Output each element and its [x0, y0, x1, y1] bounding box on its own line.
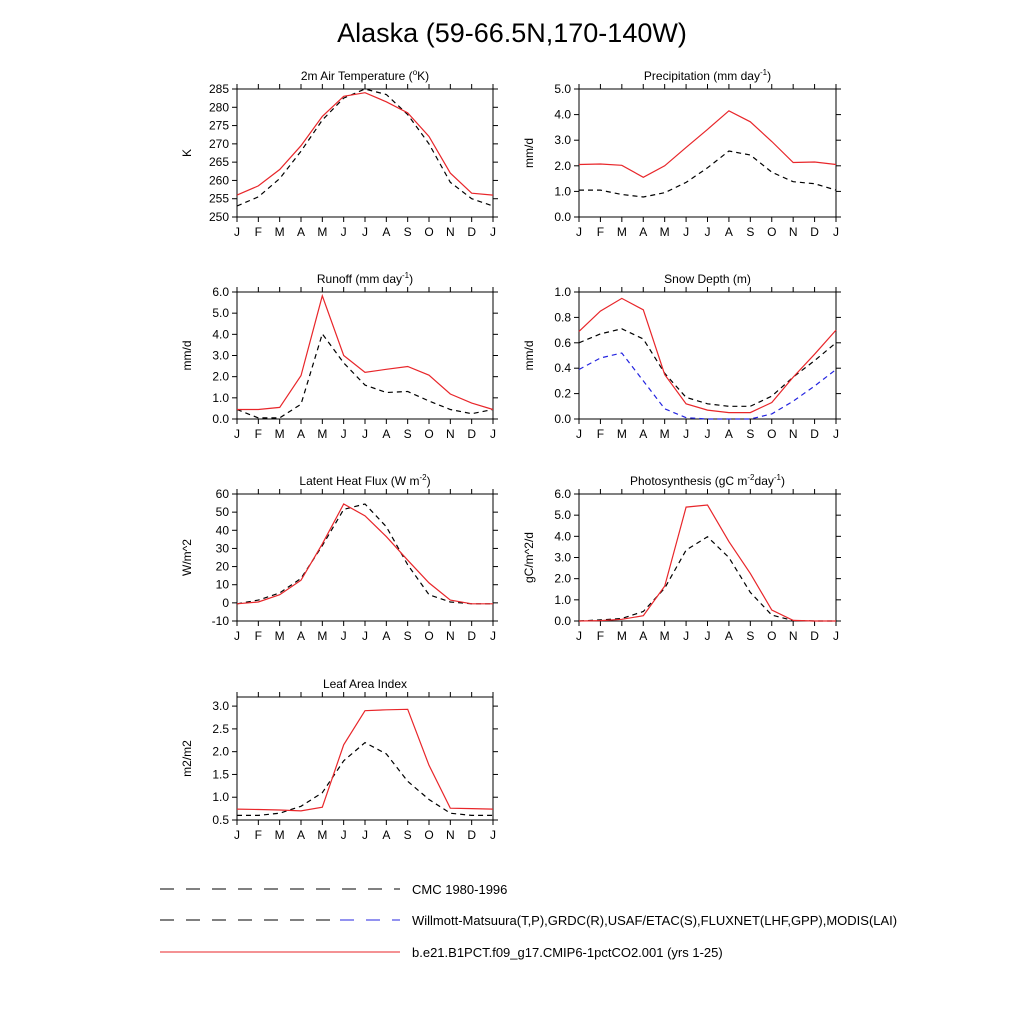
x-tick-label: J — [340, 828, 347, 842]
series-line-obs2 — [579, 353, 836, 419]
plot-frame — [579, 89, 836, 217]
x-tick-label: J — [340, 629, 347, 643]
plot-title-part: -1 — [773, 473, 781, 482]
x-tick-label: D — [467, 629, 477, 643]
plot-frame — [579, 292, 836, 419]
x-tick-label: A — [296, 427, 306, 441]
x-tick-label: J — [340, 225, 347, 239]
y-tick-label: 50 — [215, 505, 229, 520]
plot-title — [299, 473, 430, 488]
plot-title-part: o — [412, 68, 418, 77]
x-tick-label: J — [340, 427, 347, 441]
x-tick-label: D — [810, 225, 819, 239]
panel-1 — [180, 68, 498, 239]
x-tick-label: O — [424, 828, 434, 842]
x-tick-label: F — [254, 225, 263, 239]
plot-title-part: Runoff (mm day — [316, 272, 403, 286]
x-tick-label: A — [296, 629, 306, 643]
x-tick-label: S — [403, 427, 412, 441]
y-tick-label: 10 — [215, 577, 229, 592]
x-tick-label: A — [724, 427, 733, 441]
y-tick-label: 1.5 — [212, 767, 229, 782]
y-tick-label: 2.0 — [212, 369, 229, 384]
y-axis-label: mm/d — [180, 340, 194, 371]
y-tick-label: 5.0 — [554, 508, 571, 523]
series-line-obs — [579, 329, 836, 407]
x-tick-label: D — [467, 225, 477, 239]
y-tick-label: 4.0 — [554, 529, 571, 544]
x-tick-label: J — [234, 225, 240, 239]
y-axis-label: mm/d — [522, 138, 536, 168]
y-tick-label: 3.0 — [212, 348, 229, 363]
y-tick-label: 2.0 — [554, 158, 571, 173]
plot-title-part: ) — [426, 474, 431, 488]
series-line-obs — [237, 89, 493, 206]
x-tick-label: J — [576, 225, 582, 239]
x-tick-label: N — [445, 629, 455, 643]
plot-title — [317, 271, 413, 286]
x-tick-label: J — [490, 629, 496, 643]
plot-title-part: -2 — [419, 473, 427, 482]
x-tick-label: M — [616, 225, 627, 239]
y-tick-label: 260 — [208, 173, 229, 188]
y-tick-label: 20 — [215, 559, 229, 574]
y-tick-label: 0.2 — [554, 386, 571, 401]
panel-6 — [522, 473, 841, 643]
x-tick-label: D — [467, 427, 477, 441]
x-tick-label: J — [704, 629, 711, 643]
y-tick-label: 40 — [215, 523, 229, 538]
y-tick-label: 1.0 — [554, 184, 571, 199]
y-tick-label: 270 — [208, 136, 229, 151]
x-tick-label: J — [576, 427, 582, 441]
x-tick-label: A — [296, 225, 306, 239]
x-tick-label: S — [746, 427, 755, 441]
y-tick-label: 4.0 — [212, 327, 229, 342]
x-tick-label: S — [403, 225, 412, 239]
series-line-obs — [579, 537, 836, 621]
panel-3 — [180, 271, 498, 441]
x-tick-label: A — [639, 225, 648, 239]
x-tick-label: D — [810, 629, 819, 643]
x-tick-label: A — [639, 427, 648, 441]
y-axis-label: W/m^2 — [180, 539, 194, 576]
plot-frame — [237, 494, 493, 621]
legend — [160, 882, 897, 960]
series-line-model — [237, 93, 493, 195]
x-tick-label: J — [683, 629, 690, 643]
y-tick-label: 5.0 — [554, 82, 571, 96]
legend-item — [160, 882, 507, 897]
y-tick-label: 0.5 — [212, 813, 229, 827]
x-tick-label: S — [746, 225, 755, 239]
x-tick-label: M — [659, 225, 670, 239]
x-tick-label: A — [724, 629, 733, 643]
x-tick-label: N — [445, 828, 455, 842]
legend-item — [160, 913, 897, 928]
plot-title-part: ) — [781, 474, 785, 488]
x-tick-label: J — [704, 225, 711, 239]
y-tick-label: 3.0 — [554, 550, 571, 565]
x-tick-label: M — [317, 427, 328, 441]
y-axis-label: K — [180, 148, 194, 158]
x-tick-label: A — [639, 629, 648, 643]
plot-title-part: Latent Heat Flux (W m — [299, 474, 420, 488]
x-tick-label: M — [317, 629, 328, 643]
x-tick-label: O — [424, 225, 434, 239]
panel-2 — [522, 68, 841, 239]
y-tick-label: 1.0 — [554, 285, 571, 299]
x-tick-label: J — [576, 629, 582, 643]
y-tick-label: 3.0 — [212, 699, 229, 714]
x-tick-label: M — [659, 629, 670, 643]
x-tick-label: J — [704, 427, 711, 441]
plot-title-part: Precipitation (mm day — [643, 69, 760, 83]
plot-title — [323, 677, 407, 691]
x-tick-label: F — [254, 629, 263, 643]
y-tick-label: 1.0 — [212, 790, 229, 805]
x-tick-label: S — [746, 629, 755, 643]
y-tick-label: 0 — [222, 595, 229, 610]
x-tick-label: F — [596, 427, 605, 441]
plot-frame — [237, 697, 493, 820]
y-tick-label: 0.8 — [554, 310, 571, 325]
x-tick-label: J — [362, 427, 368, 441]
x-tick-label: O — [424, 427, 434, 441]
x-tick-label: J — [362, 629, 368, 643]
panel-5 — [180, 473, 498, 643]
y-tick-label: 0.4 — [554, 361, 571, 376]
plot-title-part: ) — [409, 272, 414, 286]
y-tick-label: 0.6 — [554, 335, 571, 350]
series-line-model — [237, 296, 493, 410]
x-tick-label: M — [616, 629, 627, 643]
page-title: Alaska (59-66.5N,170-140W) — [337, 18, 687, 48]
x-tick-label: J — [833, 629, 839, 643]
x-tick-label: A — [382, 828, 391, 842]
y-tick-label: 0.0 — [554, 210, 571, 224]
plot-title-part: Snow Depth (m) — [664, 272, 751, 286]
x-tick-label: A — [724, 225, 733, 239]
x-tick-label: O — [767, 427, 777, 441]
x-tick-label: N — [788, 225, 798, 239]
series-line-obs — [579, 151, 836, 197]
plot-title — [644, 68, 771, 83]
x-tick-label: D — [467, 828, 477, 842]
x-tick-label: J — [683, 427, 690, 441]
x-tick-label: S — [403, 828, 412, 842]
x-tick-label: J — [234, 828, 240, 842]
x-tick-label: A — [296, 828, 306, 842]
y-tick-label: 255 — [208, 191, 229, 206]
panel-7 — [180, 677, 498, 842]
x-tick-label: M — [274, 828, 285, 842]
x-tick-label: J — [362, 225, 368, 239]
x-tick-label: A — [382, 629, 391, 643]
x-tick-label: M — [274, 427, 285, 441]
x-tick-label: M — [317, 828, 328, 842]
panel-4 — [522, 272, 841, 441]
y-tick-label: 265 — [208, 155, 229, 170]
x-tick-label: J — [490, 225, 496, 239]
y-axis-label: gC/m^2/d — [522, 532, 536, 583]
y-tick-label: 1.0 — [554, 592, 571, 607]
x-tick-label: M — [659, 427, 670, 441]
y-tick-label: 0.0 — [554, 412, 571, 426]
y-tick-label: 2.0 — [554, 571, 571, 586]
plot-title-part: day — [754, 474, 774, 488]
x-tick-label: J — [833, 427, 839, 441]
plot-title-part: ) — [767, 69, 772, 83]
x-tick-label: N — [445, 225, 455, 239]
y-tick-label: 30 — [215, 541, 229, 556]
x-tick-label: N — [445, 427, 455, 441]
y-tick-label: 2.5 — [212, 721, 229, 736]
plot-title-part: Photosynthesis (gC m — [630, 474, 748, 488]
y-tick-label: 275 — [208, 118, 229, 133]
x-tick-label: D — [810, 427, 819, 441]
x-tick-label: J — [833, 225, 839, 239]
x-tick-label: J — [490, 427, 496, 441]
x-tick-label: J — [683, 225, 690, 239]
plot-frame — [237, 89, 493, 217]
y-tick-label: 5.0 — [212, 306, 229, 321]
legend-label: b.e21.B1PCT.f09_g17.CMIP6-1pctCO2.001 (yrs 1-25) — [412, 945, 723, 960]
x-tick-label: J — [490, 828, 496, 842]
series-line-model — [237, 709, 493, 811]
plot-title — [301, 68, 429, 83]
legend-item — [160, 945, 723, 960]
x-tick-label: S — [403, 629, 412, 643]
y-tick-label: 280 — [208, 100, 229, 115]
series-line-obs — [237, 334, 493, 418]
y-axis-label: m2/m2 — [180, 740, 194, 777]
y-tick-label: 285 — [208, 82, 229, 96]
x-tick-label: O — [767, 629, 777, 643]
x-tick-label: M — [317, 225, 328, 239]
series-line-model — [237, 504, 493, 604]
plot-frame — [237, 292, 493, 419]
x-tick-label: F — [596, 629, 605, 643]
x-tick-label: O — [767, 225, 777, 239]
y-tick-label: 60 — [215, 487, 229, 501]
x-tick-label: A — [382, 427, 391, 441]
x-tick-label: N — [788, 427, 798, 441]
y-tick-label: 6.0 — [554, 487, 571, 501]
y-tick-label: 6.0 — [212, 285, 229, 299]
x-tick-label: J — [234, 427, 240, 441]
plot-title-part: 2m Air Temperature ( — [300, 69, 413, 83]
x-tick-label: O — [424, 629, 434, 643]
y-tick-label: -10 — [211, 614, 229, 628]
series-line-obs — [237, 743, 493, 816]
y-tick-label: 250 — [208, 210, 229, 224]
series-line-model — [579, 505, 836, 621]
series-line-obs — [237, 504, 493, 604]
plot-title-part: K) — [417, 69, 430, 83]
y-tick-label: 3.0 — [554, 133, 571, 148]
y-tick-label: 0.0 — [212, 412, 229, 426]
series-line-model — [579, 298, 836, 412]
x-tick-label: F — [596, 225, 605, 239]
x-tick-label: F — [254, 828, 263, 842]
plot-frame — [579, 494, 836, 621]
x-tick-label: M — [274, 225, 285, 239]
x-tick-label: J — [362, 828, 368, 842]
plot-title-part: -1 — [759, 68, 768, 77]
plot-title-part: -1 — [402, 271, 410, 280]
x-tick-label: F — [254, 427, 263, 441]
legend-label: Willmott-Matsuura(T,P),GRDC(R),USAF/ETAC(S),FLUXNET(LHF,GPP),MODIS(LAI) — [412, 913, 898, 928]
x-tick-label: A — [382, 225, 391, 239]
plot-title — [664, 272, 751, 286]
y-tick-label: 4.0 — [554, 107, 571, 122]
plot-title-part: Leaf Area Index — [322, 677, 408, 691]
y-tick-label: 1.0 — [212, 390, 229, 405]
plot-title-part: -2 — [747, 473, 755, 482]
y-tick-label: 2.0 — [212, 744, 229, 759]
plot-title — [630, 473, 785, 488]
x-tick-label: J — [234, 629, 240, 643]
x-tick-label: N — [788, 629, 798, 643]
legend-label: CMC 1980-1996 — [412, 882, 508, 897]
y-axis-label: mm/d — [522, 340, 536, 371]
x-tick-label: M — [616, 427, 627, 441]
x-tick-label: M — [274, 629, 285, 643]
y-tick-label: 0.0 — [554, 614, 571, 628]
